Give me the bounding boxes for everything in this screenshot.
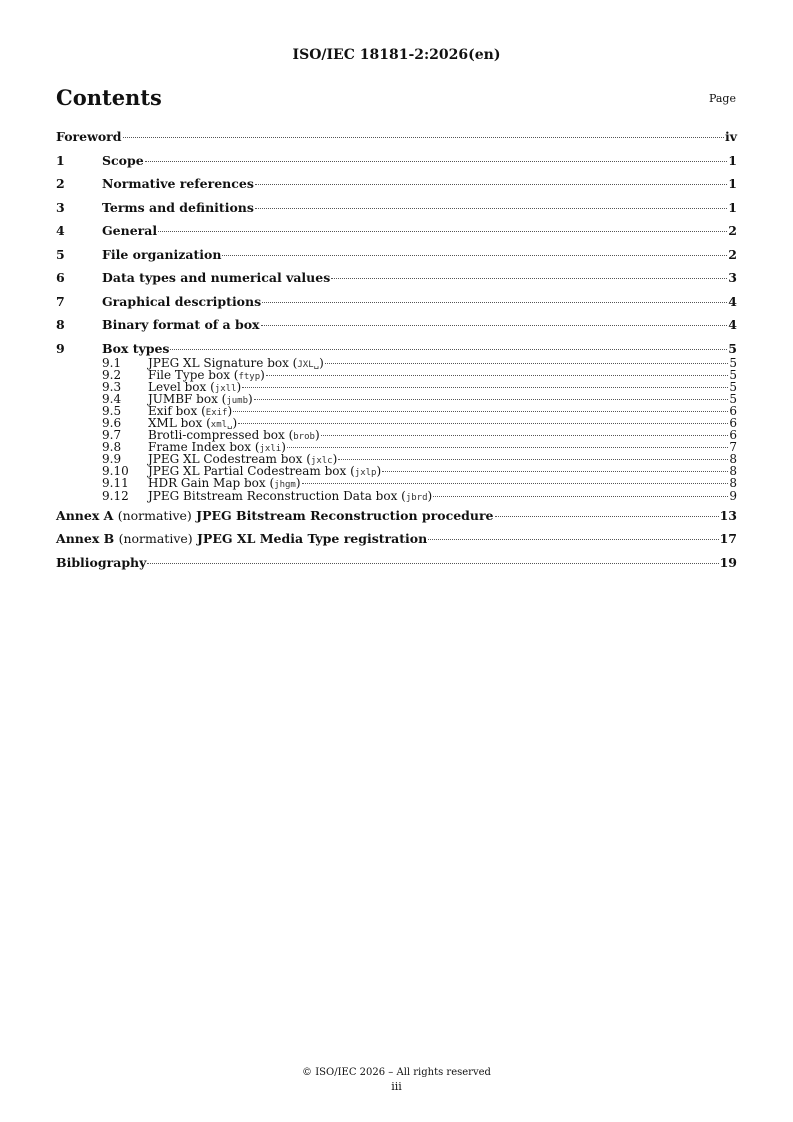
toc-title: JPEG Bitstream Reconstruction Data box (jbrd) <box>148 488 433 503</box>
toc-title: JPEG XL Codestream box (jxlc) <box>148 452 338 467</box>
toc-entry-annex-b[interactable] <box>56 531 737 555</box>
toc-page-number: 4 <box>728 317 737 332</box>
toc-title: Binary format of a box <box>102 317 260 332</box>
toc-page-number: 6 <box>729 428 737 443</box>
subclause-number: 9.6 <box>102 415 122 430</box>
dot-leader <box>255 184 727 185</box>
toc-page-number: 1 <box>728 199 737 215</box>
toc-page-number: 1 <box>728 176 737 191</box>
toc-entry-clause-2[interactable] <box>56 176 737 200</box>
dot-leader <box>262 302 727 303</box>
toc-title: JUMBF box (jumb) <box>148 391 253 406</box>
toc-page-number: 17 <box>719 531 737 547</box>
toc-page-number: 5 <box>729 379 737 394</box>
dot-leader <box>158 231 727 232</box>
toc-entry-bibliography[interactable] <box>56 555 737 579</box>
clause-number: 7 <box>56 293 65 309</box>
box-type-code: JXL␣ <box>297 359 320 370</box>
subclause-number: 9.2 <box>102 367 122 382</box>
clause-number: 9 <box>56 340 65 356</box>
subclause-number: 9.1 <box>102 355 122 370</box>
dot-leader <box>222 255 727 256</box>
page-number: iii <box>391 1080 402 1093</box>
dot-leader <box>147 563 718 564</box>
subclause-number: 9.4 <box>102 391 122 406</box>
annex-label: Annex A <box>56 507 114 523</box>
toc-title: Exif box (Exif) <box>148 403 233 418</box>
toc-entry-foreword[interactable] <box>56 129 737 153</box>
box-type-code: Exif <box>205 407 228 418</box>
annex-type: (normative) <box>117 507 192 523</box>
toc-title: Normative references <box>102 176 254 191</box>
table-of-contents <box>56 129 737 578</box>
box-type-code: xml␣ <box>210 419 233 430</box>
box-type-code: jxll <box>214 383 237 394</box>
box-type-code: jxlc <box>310 456 333 467</box>
toc-page-number: 2 <box>728 246 737 262</box>
clause-number: 2 <box>56 176 65 191</box>
toc-page-number: 8 <box>729 476 737 491</box>
toc-page-number: 7 <box>729 440 737 455</box>
toc-page-number: 5 <box>729 367 737 382</box>
box-type-code: jxlp <box>354 468 377 479</box>
dot-leader <box>145 161 728 162</box>
clause-number: 6 <box>56 270 65 285</box>
toc-title: Graphical descriptions <box>102 293 262 309</box>
dot-leader <box>242 387 728 388</box>
toc-page-number: 3 <box>728 270 737 285</box>
toc-title: Level box (jxll) <box>148 379 242 394</box>
toc-page-number: 8 <box>729 464 737 479</box>
toc-entry-subclause-9-12[interactable] <box>56 490 737 502</box>
toc-title: Bibliography <box>56 554 147 570</box>
dot-leader <box>331 278 727 279</box>
toc-title: Scope <box>102 152 144 168</box>
toc-entry-clause-5[interactable] <box>56 247 737 271</box>
toc-title: Foreword <box>56 129 122 144</box>
dot-leader <box>302 483 729 484</box>
toc-title <box>56 531 427 546</box>
annex-title: JPEG XL Media Type registration <box>197 531 428 547</box>
toc-page-number: 19 <box>719 554 737 570</box>
annex-type: (normative) <box>118 531 193 547</box>
page-footer <box>0 1067 793 1093</box>
clause-number: 4 <box>56 223 65 238</box>
contents-heading: Contents <box>56 85 162 110</box>
dot-leader <box>433 496 728 497</box>
toc-entry-clause-7[interactable] <box>56 294 737 318</box>
toc-page-number: 5 <box>728 340 737 356</box>
toc-entry-clause-6[interactable] <box>56 270 737 294</box>
toc-page-number: 6 <box>729 415 737 430</box>
dot-leader <box>123 137 724 138</box>
page-column-label: Page <box>708 92 736 105</box>
subclause-number: 9.10 <box>102 464 129 479</box>
annex-title: JPEG Bitstream Reconstruction procedure <box>196 507 494 523</box>
toc-title: General <box>102 223 158 238</box>
toc-page-number: 9 <box>729 488 737 503</box>
toc-entry-annex-a[interactable] <box>56 508 737 532</box>
toc-title: Brotli-compressed box (brob) <box>148 428 320 443</box>
toc-entry-clause-4[interactable] <box>56 223 737 247</box>
toc-page-number: 2 <box>728 223 737 238</box>
annex-label: Annex B <box>56 531 115 547</box>
box-type-code: jumb <box>226 395 249 406</box>
box-type-code: jbrd <box>405 492 428 503</box>
toc-page-number: 8 <box>729 452 737 467</box>
box-type-code: jxli <box>259 444 282 455</box>
dot-leader <box>325 363 729 364</box>
dot-leader <box>261 325 728 326</box>
toc-title: Terms and definitions <box>102 199 254 215</box>
toc-title: XML box (xml␣) <box>148 415 238 430</box>
subclause-number: 9.11 <box>102 476 129 491</box>
toc-page-number: 5 <box>729 355 737 370</box>
subclause-number: 9.8 <box>102 440 122 455</box>
subclause-number: 9.5 <box>102 403 122 418</box>
clause-number: 3 <box>56 199 65 215</box>
dot-leader <box>321 435 729 436</box>
dot-leader <box>254 399 729 400</box>
dot-leader <box>255 208 727 209</box>
dot-leader <box>382 471 728 472</box>
subclause-number: 9.9 <box>102 452 122 467</box>
dot-leader <box>238 423 728 424</box>
toc-entry-clause-1[interactable] <box>56 153 737 177</box>
toc-title <box>56 508 494 523</box>
toc-title: Frame Index box (jxli) <box>148 440 286 455</box>
toc-title: File Type box (ftyp) <box>148 367 265 382</box>
dot-leader <box>495 516 719 517</box>
toc-page-number: 1 <box>728 152 737 168</box>
toc-title: JPEG XL Partial Codestream box (jxlp) <box>148 464 382 479</box>
subclause-number: 9.12 <box>102 488 129 503</box>
toc-entry-clause-9[interactable] <box>56 341 737 357</box>
dot-leader <box>170 349 727 350</box>
box-type-code: brob <box>293 432 315 443</box>
copyright-notice: © ISO/IEC 2026 – All rights reserved <box>302 1067 491 1078</box>
dot-leader <box>266 375 729 376</box>
toc-page-number: 13 <box>719 507 737 523</box>
clause-number: 8 <box>56 317 65 332</box>
toc-title: File organization <box>102 246 222 262</box>
toc-title: JPEG XL Signature box (JXL␣) <box>148 355 324 370</box>
dot-leader <box>233 411 728 412</box>
subclause-number: 9.7 <box>102 428 122 443</box>
toc-title: Data types and numerical values <box>102 270 331 285</box>
box-type-code: jhgm <box>274 480 296 491</box>
toc-entry-clause-3[interactable] <box>56 200 737 224</box>
clause-number: 5 <box>56 246 65 262</box>
subclause-number: 9.3 <box>102 379 122 394</box>
toc-page-number: 6 <box>729 403 737 418</box>
dot-leader <box>338 459 728 460</box>
toc-entry-clause-8[interactable] <box>56 317 737 341</box>
dot-leader <box>287 447 728 448</box>
clause-number: 1 <box>56 152 65 168</box>
document-id: ISO/IEC 18181-2:2026(en) <box>292 47 501 63</box>
toc-page-number: iv <box>724 129 737 144</box>
toc-page-number: 4 <box>728 293 737 309</box>
toc-title: HDR Gain Map box (jhgm) <box>148 476 301 491</box>
box-type-code: ftyp <box>238 371 261 382</box>
toc-title: Box types <box>102 340 170 356</box>
dot-leader <box>428 539 718 540</box>
toc-page-number: 5 <box>729 391 737 406</box>
